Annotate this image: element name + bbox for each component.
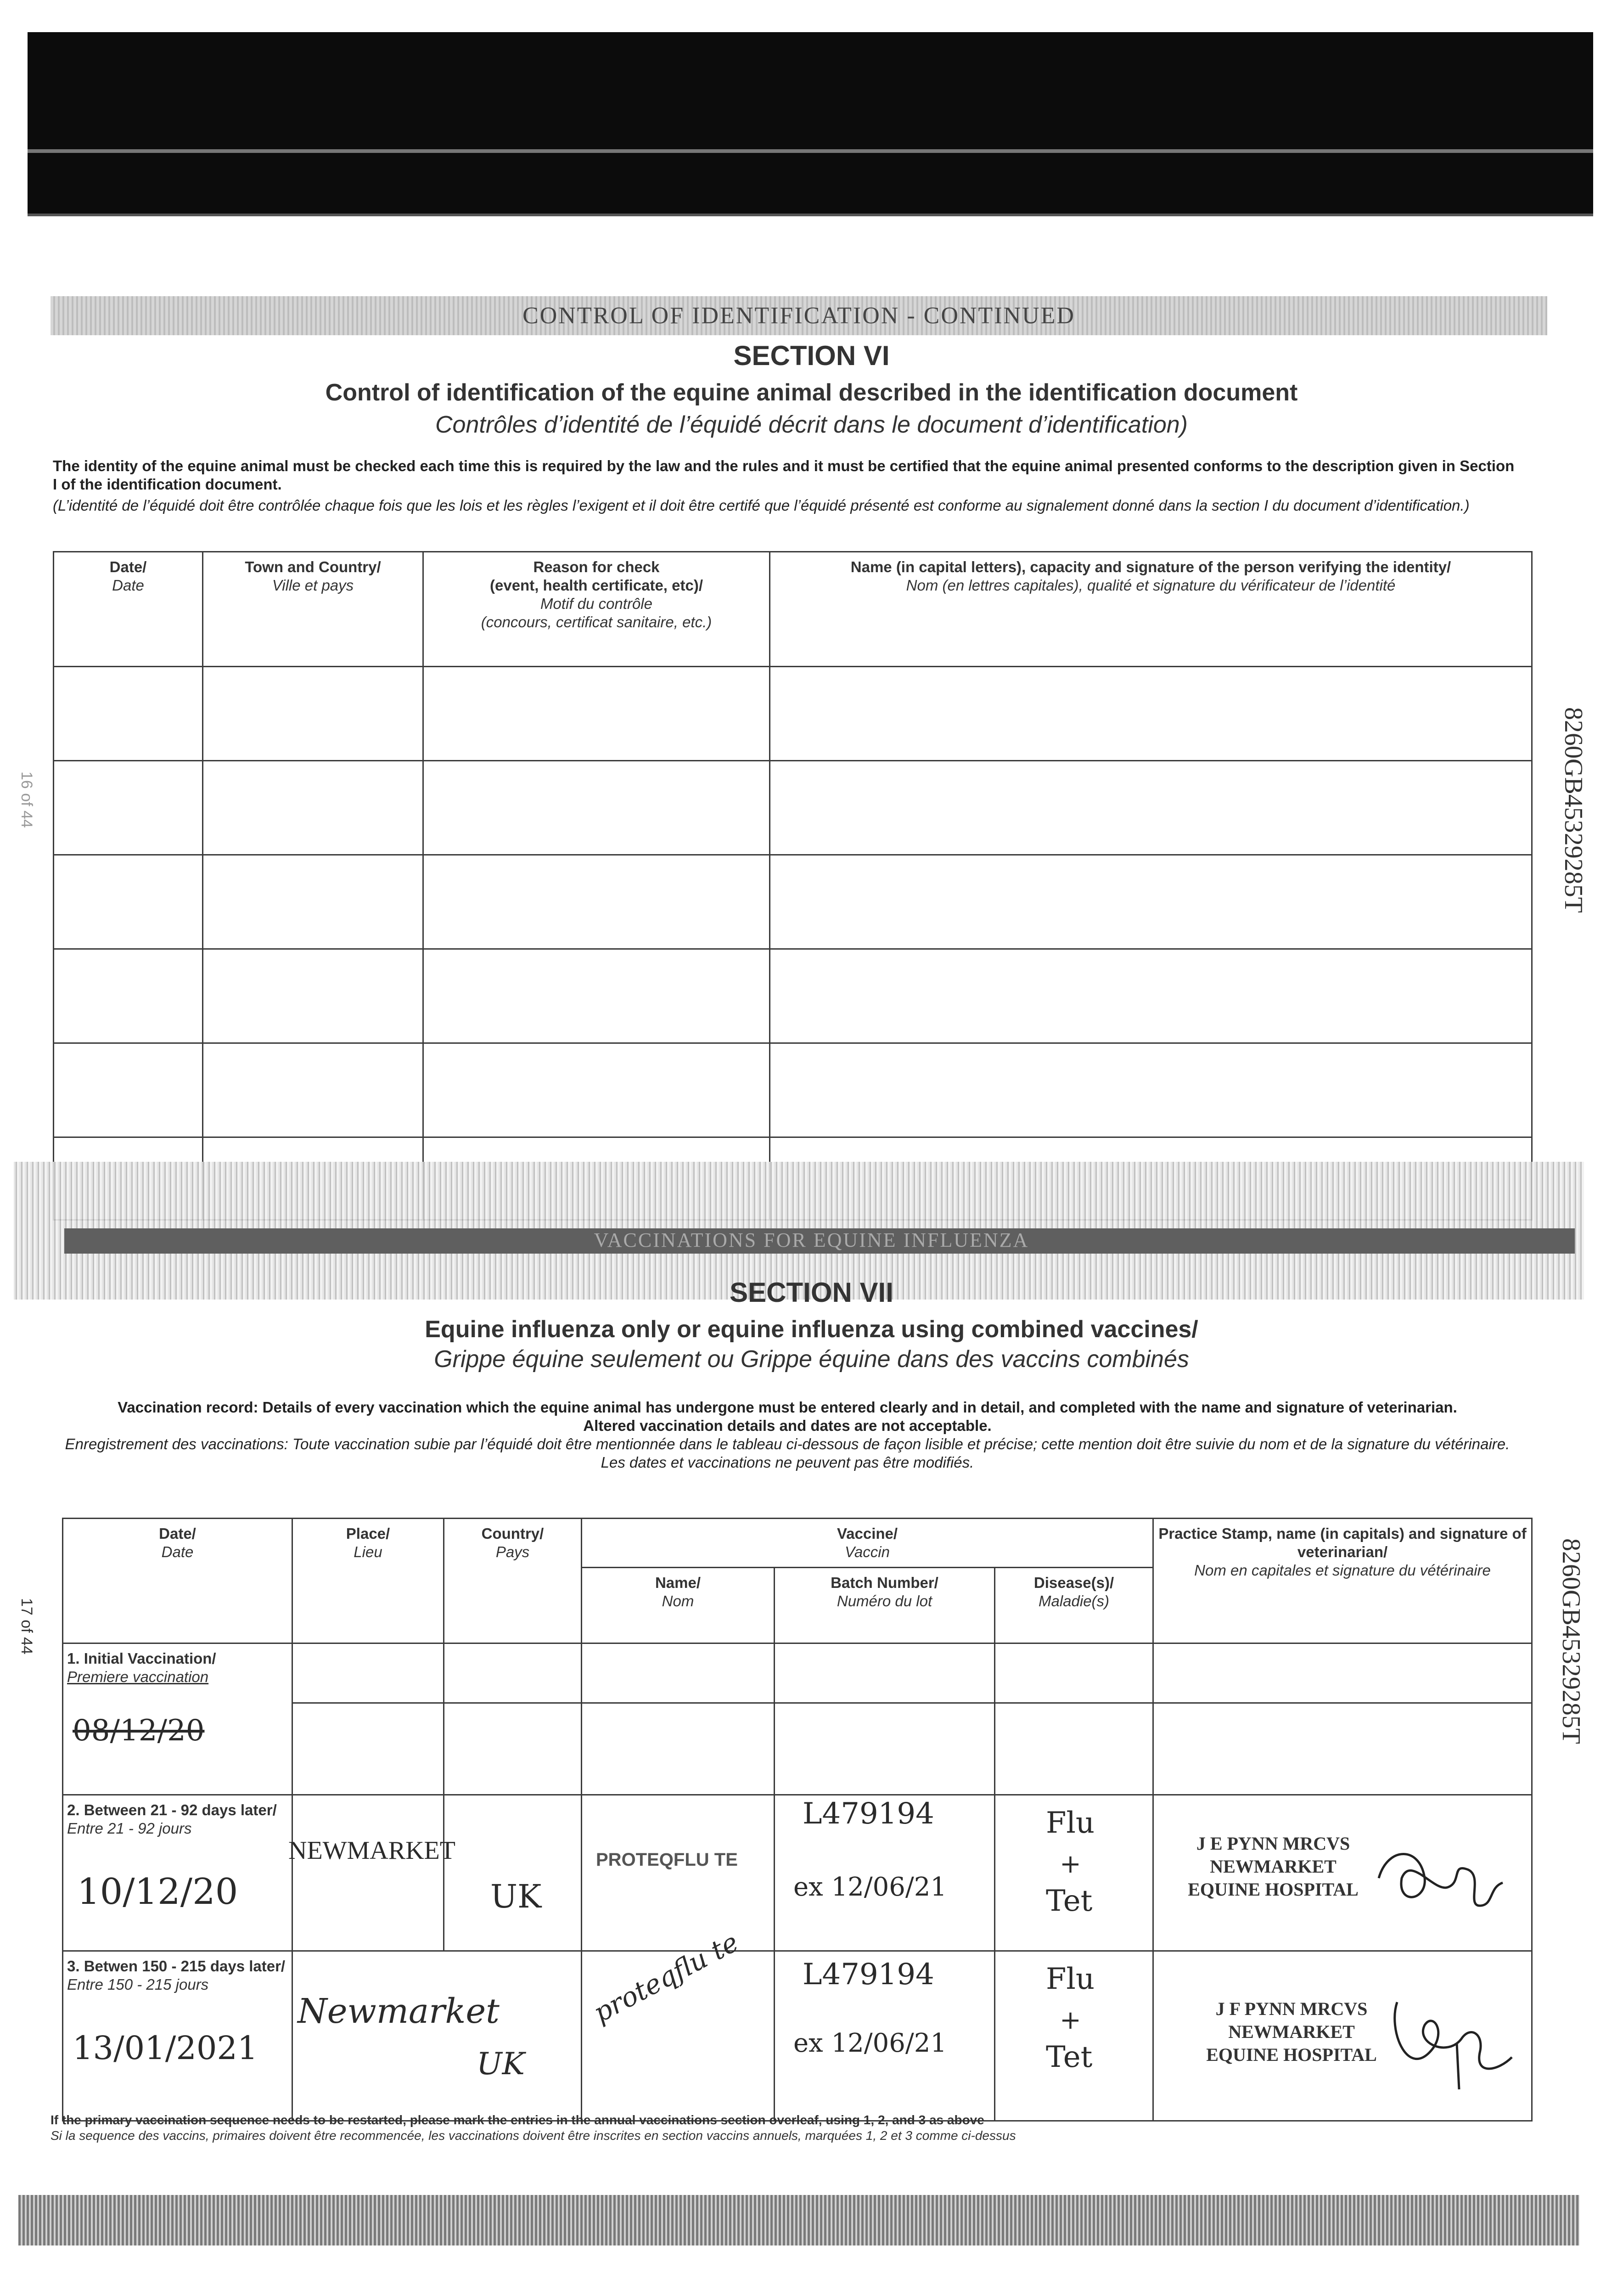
section6-intro	[53, 457, 1522, 515]
section7-para-fr-label: Enregistrement des vaccinations:	[65, 1435, 288, 1452]
col-vacc-country: Country/ Pays	[444, 1519, 582, 1643]
table-row	[54, 761, 1532, 855]
col-vaccine: Vaccine/ Vaccin	[582, 1519, 1153, 1568]
row1-date-cell	[63, 1703, 292, 1795]
col-batch: Batch Number/ Numéro du lot	[775, 1568, 995, 1643]
scan-dark-band	[28, 32, 1593, 216]
table-row	[54, 949, 1532, 1043]
row2-expiry: ex 12/06/21	[793, 1872, 947, 1902]
col-town-country: Town and Country/ Ville et pays	[203, 552, 423, 667]
vaccination-row-third	[63, 1951, 1532, 2121]
vaccination-row-initial-entry	[63, 1703, 1532, 1795]
row3-vaccine-name-cell	[582, 1926, 775, 2121]
row3-disease2: Tet	[1046, 2040, 1093, 2074]
row1-date: 08/12/20	[73, 1713, 205, 1748]
row3-cell: 3. Betwen 150 - 215 days later/ Entre 150 - 215 jours 13/01/2021	[63, 1951, 292, 2121]
page-number-top: 16 of 44	[18, 771, 35, 828]
row3-stamp-cell	[1153, 1951, 1532, 2121]
section7-para-en2: Altered vaccination details and dates are not acceptable.	[583, 1417, 992, 1434]
row3-date: 13/01/2021	[73, 2029, 258, 2067]
row2-disease: Flu	[1046, 1806, 1095, 1840]
row3-signature	[1379, 1984, 1516, 2094]
row3-batch-cell	[775, 1951, 995, 2121]
vaccination-row-second	[63, 1795, 1532, 1951]
row3-place-country-cell	[292, 1951, 582, 2121]
row2-stamp: J E PYNN MRCVS NEWMARKET EQUINE HOSPITAL	[1188, 1833, 1359, 1900]
row2-batch: L479194	[803, 1797, 934, 1831]
row2-cell: 2. Between 21 - 92 days later/ Entre 21 - 92 jours 10/12/20	[63, 1795, 292, 1951]
section6-title: SECTION VI	[733, 340, 890, 371]
vaccination-record-label: Vaccination record:	[118, 1399, 258, 1416]
vaccination-table	[62, 1518, 1533, 2122]
row2-disease-cell	[995, 1795, 1153, 1951]
section7-heading-fr: Grippe équine seulement ou Grippe équine dans des vaccins combinés	[434, 1346, 1189, 1373]
row2-country: UK	[490, 1878, 542, 1915]
row3-vaccine-name: proteqflu te	[588, 1926, 744, 2029]
row3-country: UK	[477, 2046, 525, 2082]
col-vacc-date: Date/ Date	[63, 1519, 292, 1643]
col-reason: Reason for check (event, health certificate, etc)/ Motif du contrôle (concours, certificat sanitaire, etc.)	[423, 552, 770, 667]
section7-para-en: Details of every vaccination which the equine animal has undergone must be entered clearly and in detail, and completed with the name and signature of veterinarian.	[258, 1399, 1457, 1416]
col-disease: Disease(s)/ Maladie(s)	[995, 1568, 1153, 1643]
side-code-top: 8260GB45329285T	[1559, 707, 1588, 913]
col-vacc-place: Place/ Lieu	[292, 1519, 444, 1643]
row1-label: 1. Initial Vaccination/ Premiere vaccination	[63, 1643, 292, 1703]
col-date: Date/ Date	[54, 552, 203, 667]
row2-disease-plus: +	[1060, 1849, 1081, 1879]
row2-vaccine-name: PROTEQFLU TE	[596, 1850, 738, 1870]
row3-expiry: ex 12/06/21	[793, 2028, 947, 2058]
banner-text: CONTROL OF IDENTIFICATION - CONTINUED	[522, 303, 1075, 329]
section7-title: SECTION VII	[730, 1277, 893, 1308]
vaccination-row-initial	[63, 1643, 1532, 1703]
section6-para-fr: (L’identité de l’équidé doit être contrôlée chaque fois que les lois et les règles l’exigent et il doit être certifé que l’équidé présenté est conforme au signalement donné dans la section I du document d’identification.)	[53, 497, 1470, 514]
footnote-fr: Si la sequence des vaccins, primaires doivent être recommencée, les vaccinations doivent être inscrites en section vaccins annuels, marquées 1, 2 et 3 comme ci-dessus	[51, 2128, 1016, 2143]
row2-vaccine-name-cell	[582, 1795, 775, 1951]
section6-heading-fr: Contrôles d’identité de l’équidé décrit dans le document d’identification)	[435, 411, 1188, 438]
table-row	[54, 1043, 1532, 1137]
row2-stamp-cell	[1153, 1795, 1532, 1951]
row3-batch: L479194	[803, 1958, 934, 1992]
row2-date: 10/12/20	[77, 1871, 238, 1913]
col-vaccine-name: Name/ Nom	[582, 1568, 775, 1643]
section7-para-fr: Toute vaccination subie par l’équidé doit être mentionnée dans le tableau ci-dessous de façon lisible et précise; cette mention doit être suivie du nom et de la signature du vétérinaire. Les dates et vaccinations ne peuvent pas être modifiés.	[288, 1435, 1510, 1471]
row2-place-cell	[288, 1795, 455, 1951]
section6-para-en: The identity of the equine animal must be checked each time this is required by the law and the rules and it must be certified that the equine animal presented conforms to the description given in Section I of the identification document.	[53, 457, 1515, 493]
section-banner	[51, 296, 1547, 335]
row2-signature	[1370, 1837, 1507, 1919]
row2-batch-cell	[775, 1795, 995, 1951]
footnote-en: If the primary vaccination sequence needs to be restarted, please mark the entries in the annual vaccinations section overleaf, using 1, 2, and 3 as above	[51, 2113, 984, 2127]
row2-place: NEWMARKET	[288, 1836, 455, 1865]
vaccination-header-row	[63, 1519, 1532, 1568]
row3-stamp: J F PYNN MRCVS NEWMARKET EQUINE HOSPITAL	[1206, 1998, 1377, 2065]
footnote	[51, 2112, 1016, 2144]
row2-disease2: Tet	[1046, 1884, 1093, 1918]
row3-disease: Flu	[1046, 1962, 1095, 1996]
side-code-bottom: 8260GB45329285T	[1557, 1538, 1585, 1744]
page-number-bottom: 17 of 44	[18, 1598, 35, 1654]
table-row	[54, 667, 1532, 761]
identity-check-table	[53, 551, 1533, 1221]
identity-check-header-row	[54, 552, 1532, 667]
row3-place: Newmarket	[298, 1992, 500, 2031]
table-row	[54, 855, 1532, 949]
fold-label: VACCINATIONS FOR EQUINE INFLUENZA	[594, 1229, 1029, 1251]
section7-intro	[53, 1398, 1522, 1472]
section6-heading-en: Control of identification of the equine animal described in the identification document	[325, 379, 1298, 406]
section7-heading-en: Equine influenza only or equine influenza using combined vaccines/	[425, 1316, 1198, 1343]
row3-disease-plus: +	[1060, 2005, 1081, 2035]
scan-bottom-strip	[18, 2195, 1579, 2245]
col-stamp: Practice Stamp, name (in capitals) and signature of veterinarian/ Nom en capitales et signature du vétérinaire	[1153, 1519, 1532, 1643]
col-verifier: Name (in capital letters), capacity and signature of the person verifying the identity/ Nom (en lettres capitales), qualité et signature du vérificateur de l’identité	[770, 552, 1532, 667]
row2-country-cell	[444, 1795, 582, 1951]
row3-disease-cell	[995, 1951, 1153, 2121]
